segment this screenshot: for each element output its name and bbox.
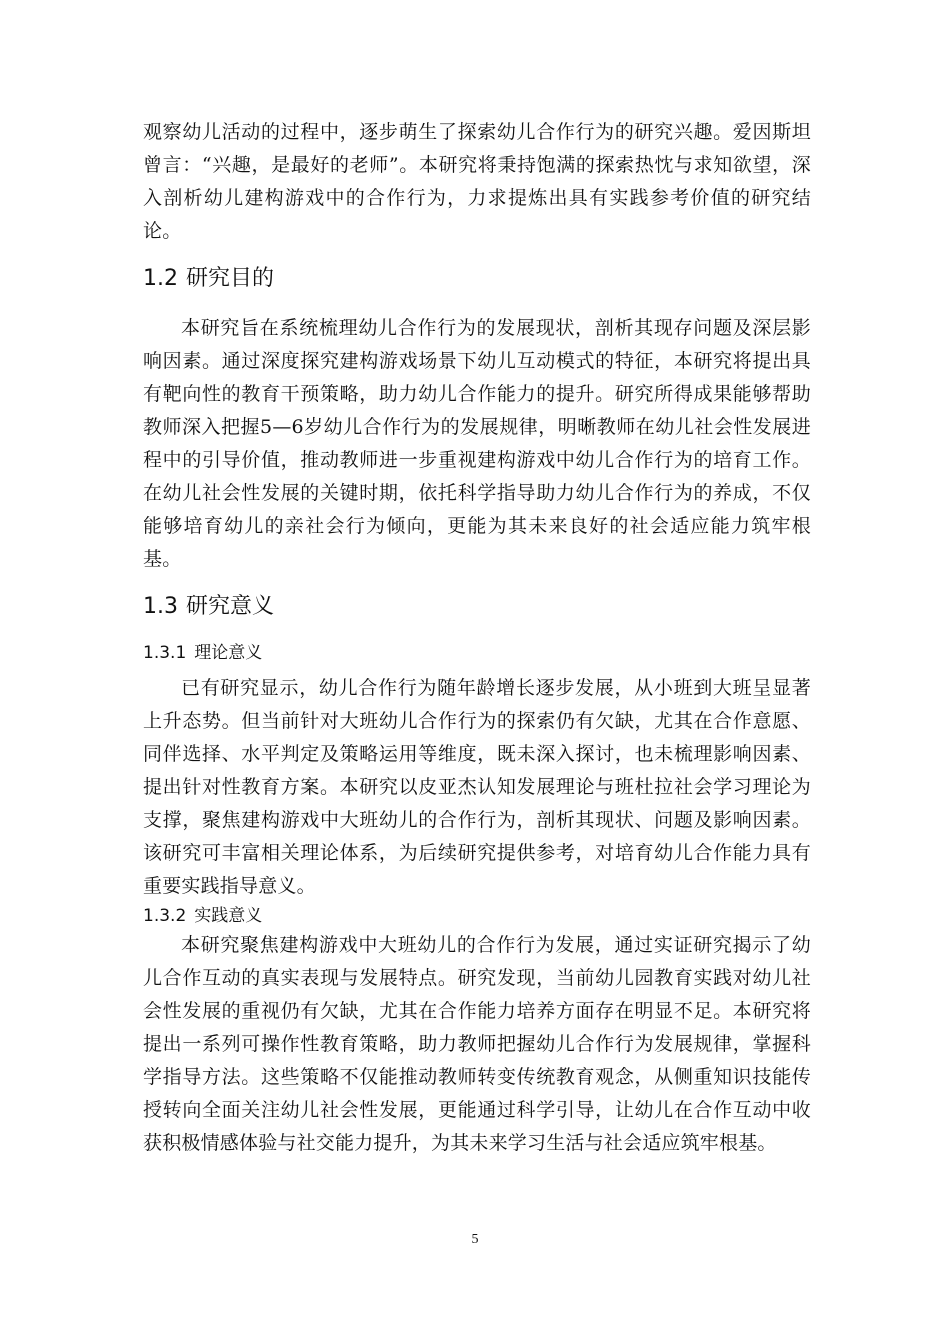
subsection-heading-practical-significance — [143, 903, 811, 929]
page-number: 5 — [471, 1232, 479, 1247]
page-content — [143, 116, 811, 1160]
theory-paragraph: 已有研究显示，幼儿合作行为随年龄增长逐步发展，从小班到大班呈显著上升态势。但当前针对大班幼儿合作行为的探索仍有欠缺，尤其在合作意愿、同伴选择、水平判定及策略运用等维度，既未深入探讨，也未梳理影响因素、提出针对性教育方案。本研究以皮亚杰认知发展理论与班杜拉社会学习理论为支撑，聚焦建构游戏中大班幼儿的合作行为，剖析其现状、问题及影响因素。该研究可丰富相关理论体系，为后续研究提供参考，对培育幼儿合作能力具有重要实践指导意义。 — [143, 677, 811, 897]
section-heading-research-purpose — [143, 264, 811, 294]
subsection-title: 理论意义 — [194, 643, 263, 663]
practice-paragraph: 本研究聚焦建构游戏中大班幼儿的合作行为发展，通过实证研究揭示了幼儿合作互动的真实表现与发展特点。研究发现，当前幼儿园教育实践对幼儿社会性发展的重视仍有欠缺，尤其在合作能力培养方面存在明显不足。本研究将提出一系列可操作性教育策略，助力教师把握幼儿合作行为发展规律，掌握科学指导方法。这些策略不仅能推动教师转变传统教育观念，从侧重知识技能传授转向全面关注幼儿社会性发展，更能通过科学引导，让幼儿在合作互动中收获积极情感体验与社交能力提升，为其未来学习生活与社会适应筑牢根基。 — [143, 934, 811, 1154]
section-title: 研究意义 — [186, 594, 275, 619]
subsection-number: 1.3.1 — [143, 643, 187, 663]
purpose-paragraph: 本研究旨在系统梳理幼儿合作行为的发展现状，剖析其现存问题及深层影响因素。通过深度探究建构游戏场景下幼儿互动模式的特征，本研究将提出具有靶向性的教育干预策略，助力幼儿合作能力的提升。研究所得成果能够帮助教师深入把握5—6岁幼儿合作行为的发展规律，明晰教师在幼儿社会性发展进程中的引导价值，推动教师进一步重视建构游戏中幼儿合作行为的培育工作。在幼儿社会性发展的关键时期，依托科学指导助力幼儿合作行为的养成，不仅能够培育幼儿的亲社会行为倾向，更能为其未来良好的社会适应能力筑牢根基。 — [143, 317, 811, 570]
section-heading-research-significance — [143, 592, 811, 622]
intro-continued-paragraph: 观察幼儿活动的过程中，逐步萌生了探索幼儿合作行为的研究兴趣。爱因斯坦曾言：“兴趣，是最好的老师”。本研究将秉持饱满的探索热忱与求知欲望，深入剖析幼儿建构游戏中的合作行为，力求提炼出具有实践参考价值的研究结论。 — [143, 121, 811, 242]
subsection-heading-theoretical-significance — [143, 640, 811, 666]
section-number: 1.3 — [143, 594, 178, 619]
subsection-number: 1.3.2 — [143, 906, 187, 926]
subsection-title: 实践意义 — [194, 906, 263, 926]
section-title: 研究目的 — [186, 266, 275, 291]
section-number: 1.2 — [143, 266, 178, 291]
